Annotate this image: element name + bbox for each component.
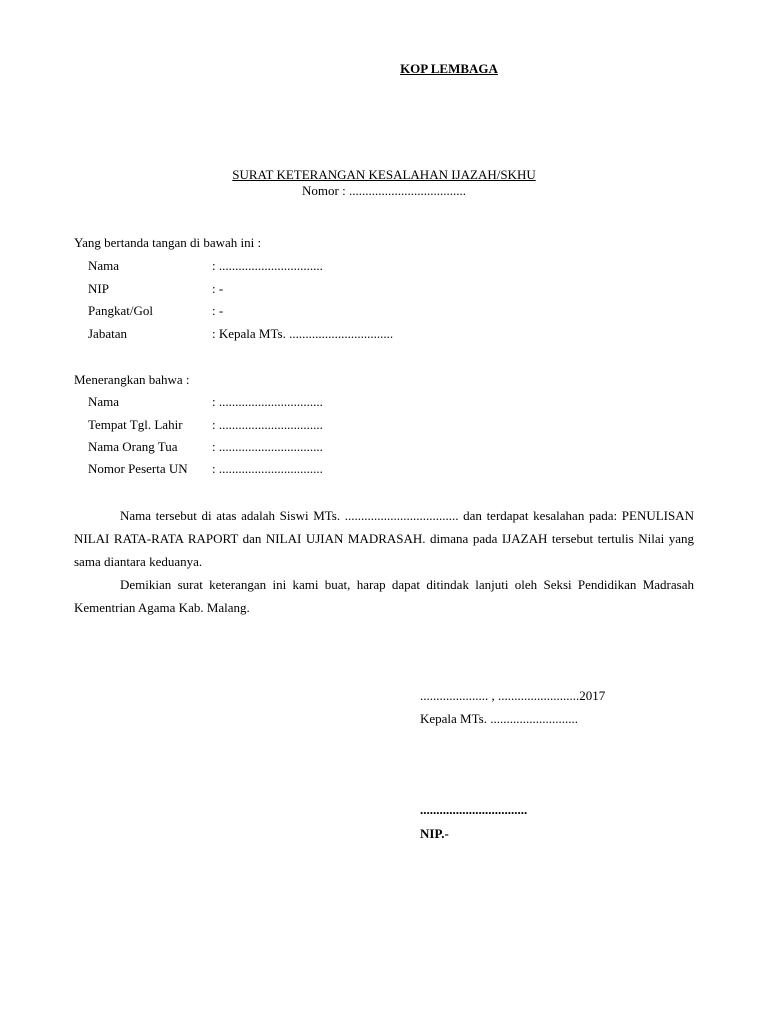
body-paragraph-2: Demikian surat keterangan ini kami buat, harap dapat ditindak lanjuti oleh Seksi Pendidikan Madrasah Kementrian Agama Kab. Malang. xyxy=(74,577,694,615)
signature-position: Kepala MTs. ........................... xyxy=(420,711,578,726)
signature-nip: NIP.- xyxy=(420,826,449,841)
signer-position-label: Jabatan xyxy=(88,326,127,341)
signer-name-value: : ................................ xyxy=(212,258,323,273)
letter-number: Nomor : .................................... xyxy=(302,183,466,198)
letter-title: SURAT KETERANGAN KESALAHAN IJAZAH/SKHU xyxy=(232,167,536,182)
student-name-value: : ................................ xyxy=(212,394,323,409)
student-parent-label: Nama Orang Tua xyxy=(88,439,178,454)
student-birth-value: : ................................ xyxy=(212,417,323,432)
signature-name: ................................. xyxy=(420,802,528,817)
student-name-label: Nama xyxy=(88,394,120,409)
intro-text: Yang bertanda tangan di bawah ini : xyxy=(74,235,262,250)
signature-place-date: ..................... , .........................2017 xyxy=(420,688,606,703)
signer-position-value: : Kepala MTs. ................................ xyxy=(212,326,394,341)
statement-intro: Menerangkan bahwa : xyxy=(74,372,190,387)
body-paragraph-1: Nama tersebut di atas adalah Siswi MTs. ................................... dan terdapat kesalahan pada: PENULISAN NILAI RATA-RATA RAPORT dan NILAI UJIAN MADRASAH. dimana pada IJAZAH tersebut tertulis Nilai yang sama diantara keduanya. xyxy=(74,508,694,569)
signer-nip-label: NIP xyxy=(88,281,109,296)
student-exam-number-value: : ................................ xyxy=(212,461,323,476)
signer-rank-label: Pangkat/Gol xyxy=(88,303,153,318)
student-birth-label: Tempat Tgl. Lahir xyxy=(88,417,183,432)
student-exam-number-label: Nomor Peserta UN xyxy=(88,461,188,476)
signer-rank-value: : - xyxy=(212,303,224,318)
signer-name-label: Nama xyxy=(88,258,120,273)
student-parent-value: : ................................ xyxy=(212,439,323,454)
letterhead: KOP LEMBAGA xyxy=(400,61,498,76)
signer-nip-value: : - xyxy=(212,281,224,296)
